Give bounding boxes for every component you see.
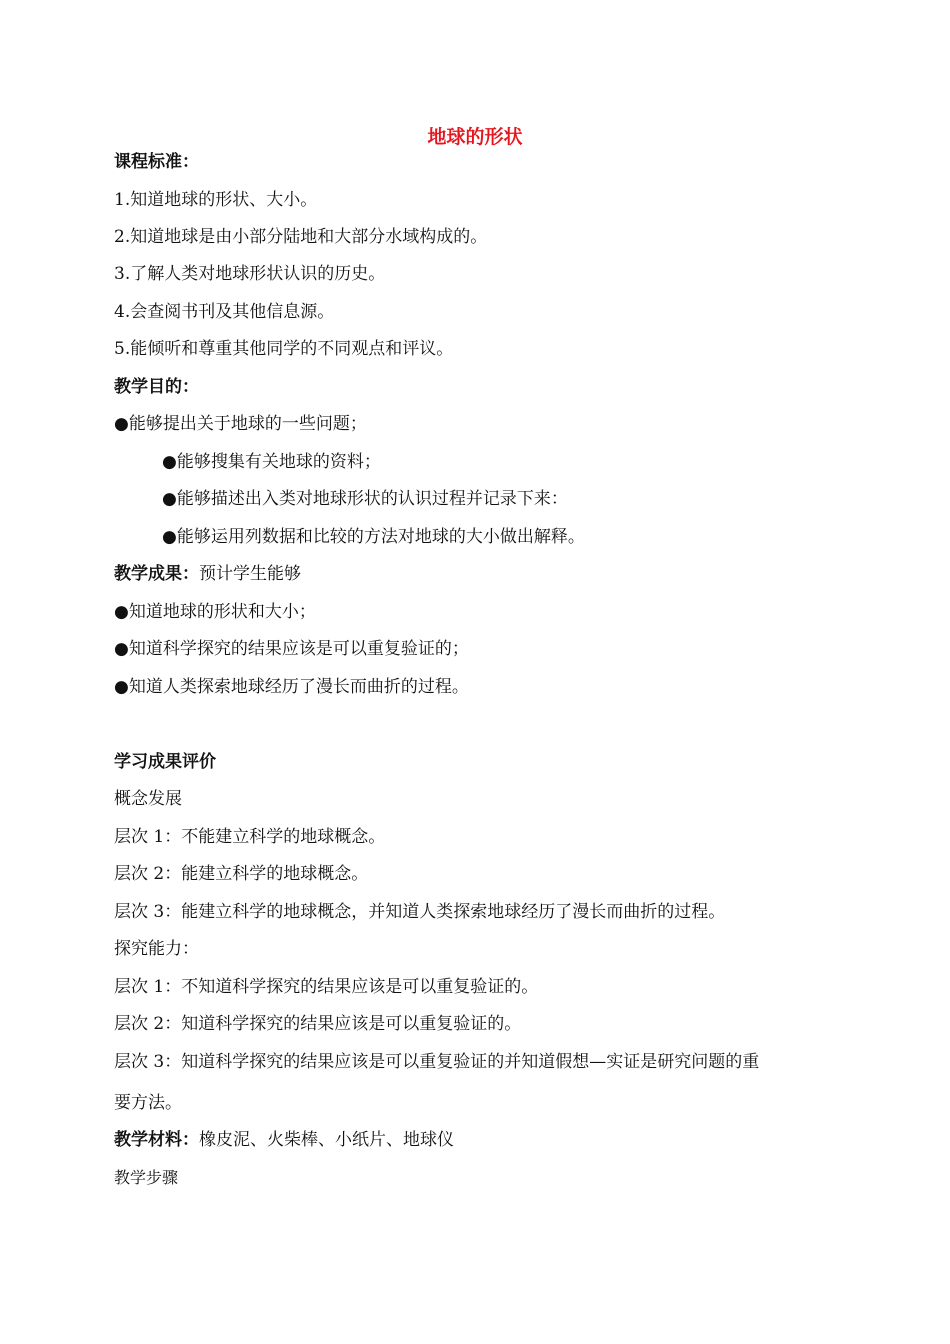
- steps-label: 教学步骤: [114, 1168, 179, 1187]
- inquiry-level: 层次 2：知道科学探究的结果应该是可以重复验证的。: [114, 1014, 522, 1034]
- objective-item: [162, 525, 585, 549]
- bullet-icon: ●: [114, 602, 129, 622]
- inquiry-level: 层次 1：不知道科学探究的结果应该是可以重复验证的。: [114, 977, 539, 997]
- outcome-item: [114, 600, 316, 624]
- bullet-icon: ●: [114, 414, 129, 434]
- bullet-icon: ●: [162, 489, 177, 509]
- inquiry-level-continued: 要方法。: [114, 1093, 182, 1113]
- curriculum-item: 3.了解人类对地球形状认识的历史。: [114, 264, 386, 284]
- curriculum-item: 1.知道地球的形状、大小。: [114, 190, 318, 210]
- outcome-item: [114, 637, 469, 661]
- objective-item: [162, 450, 381, 474]
- bullet-icon: ●: [162, 527, 177, 547]
- concept-level: 层次 2：能建立科学的地球概念。: [114, 864, 369, 884]
- outcomes-line: [114, 562, 301, 586]
- objective-text: 能够运用列数据和比较的方法对地球的大小做出解释。: [176, 527, 585, 547]
- outcome-text: 知道地球的形状和大小；: [128, 602, 316, 622]
- materials-heading: 教学材料：: [114, 1130, 199, 1150]
- outcome-text: 知道科学探究的结果应该是可以重复验证的；: [128, 639, 469, 659]
- document-title: 地球的形状: [427, 126, 523, 148]
- concept-level: 层次 3：能建立科学的地球概念，并知道人类探索地球经历了漫长而曲折的过程。: [114, 902, 726, 922]
- materials-line: [114, 1128, 454, 1152]
- materials-text: 橡皮泥、火柴棒、小纸片、地球仪: [199, 1130, 454, 1150]
- outcome-text: 知道人类探索地球经历了漫长而曲折的过程。: [128, 677, 469, 697]
- objective-item: [114, 412, 367, 436]
- evaluation-heading: 学习成果评价: [114, 752, 216, 772]
- inquiry-label: 探究能力：: [114, 939, 199, 959]
- bullet-icon: ●: [114, 639, 129, 659]
- objectives-heading: 教学目的：: [114, 377, 199, 397]
- bullet-icon: ●: [162, 452, 177, 472]
- bullet-icon: ●: [114, 677, 129, 697]
- concept-level: 层次 1：不能建立科学的地球概念。: [114, 827, 386, 847]
- objective-text: 能够描述出入类对地球形状的认识过程并记录下来：: [176, 489, 568, 509]
- curriculum-item: 4.会查阅书刊及其他信息源。: [114, 302, 335, 322]
- concept-label: 概念发展: [114, 789, 182, 809]
- objective-text: 能够搜集有关地球的资料；: [176, 452, 381, 472]
- inquiry-level: 层次 3：知道科学探究的结果应该是可以重复验证的并知道假想—实证是研究问题的重: [114, 1052, 760, 1072]
- curriculum-item: 2.知道地球是由小部分陆地和大部分水域构成的。: [114, 227, 488, 247]
- outcome-item: [114, 675, 469, 699]
- curriculum-item: 5.能倾听和尊重其他同学的不同观点和评议。: [114, 339, 454, 359]
- objective-item: [162, 487, 568, 511]
- outcomes-intro: 预计学生能够: [199, 564, 301, 584]
- curriculum-heading: 课程标准：: [114, 152, 199, 172]
- objective-text: 能够提出关于地球的一些问题；: [128, 414, 367, 434]
- outcomes-heading: 教学成果：: [114, 564, 199, 584]
